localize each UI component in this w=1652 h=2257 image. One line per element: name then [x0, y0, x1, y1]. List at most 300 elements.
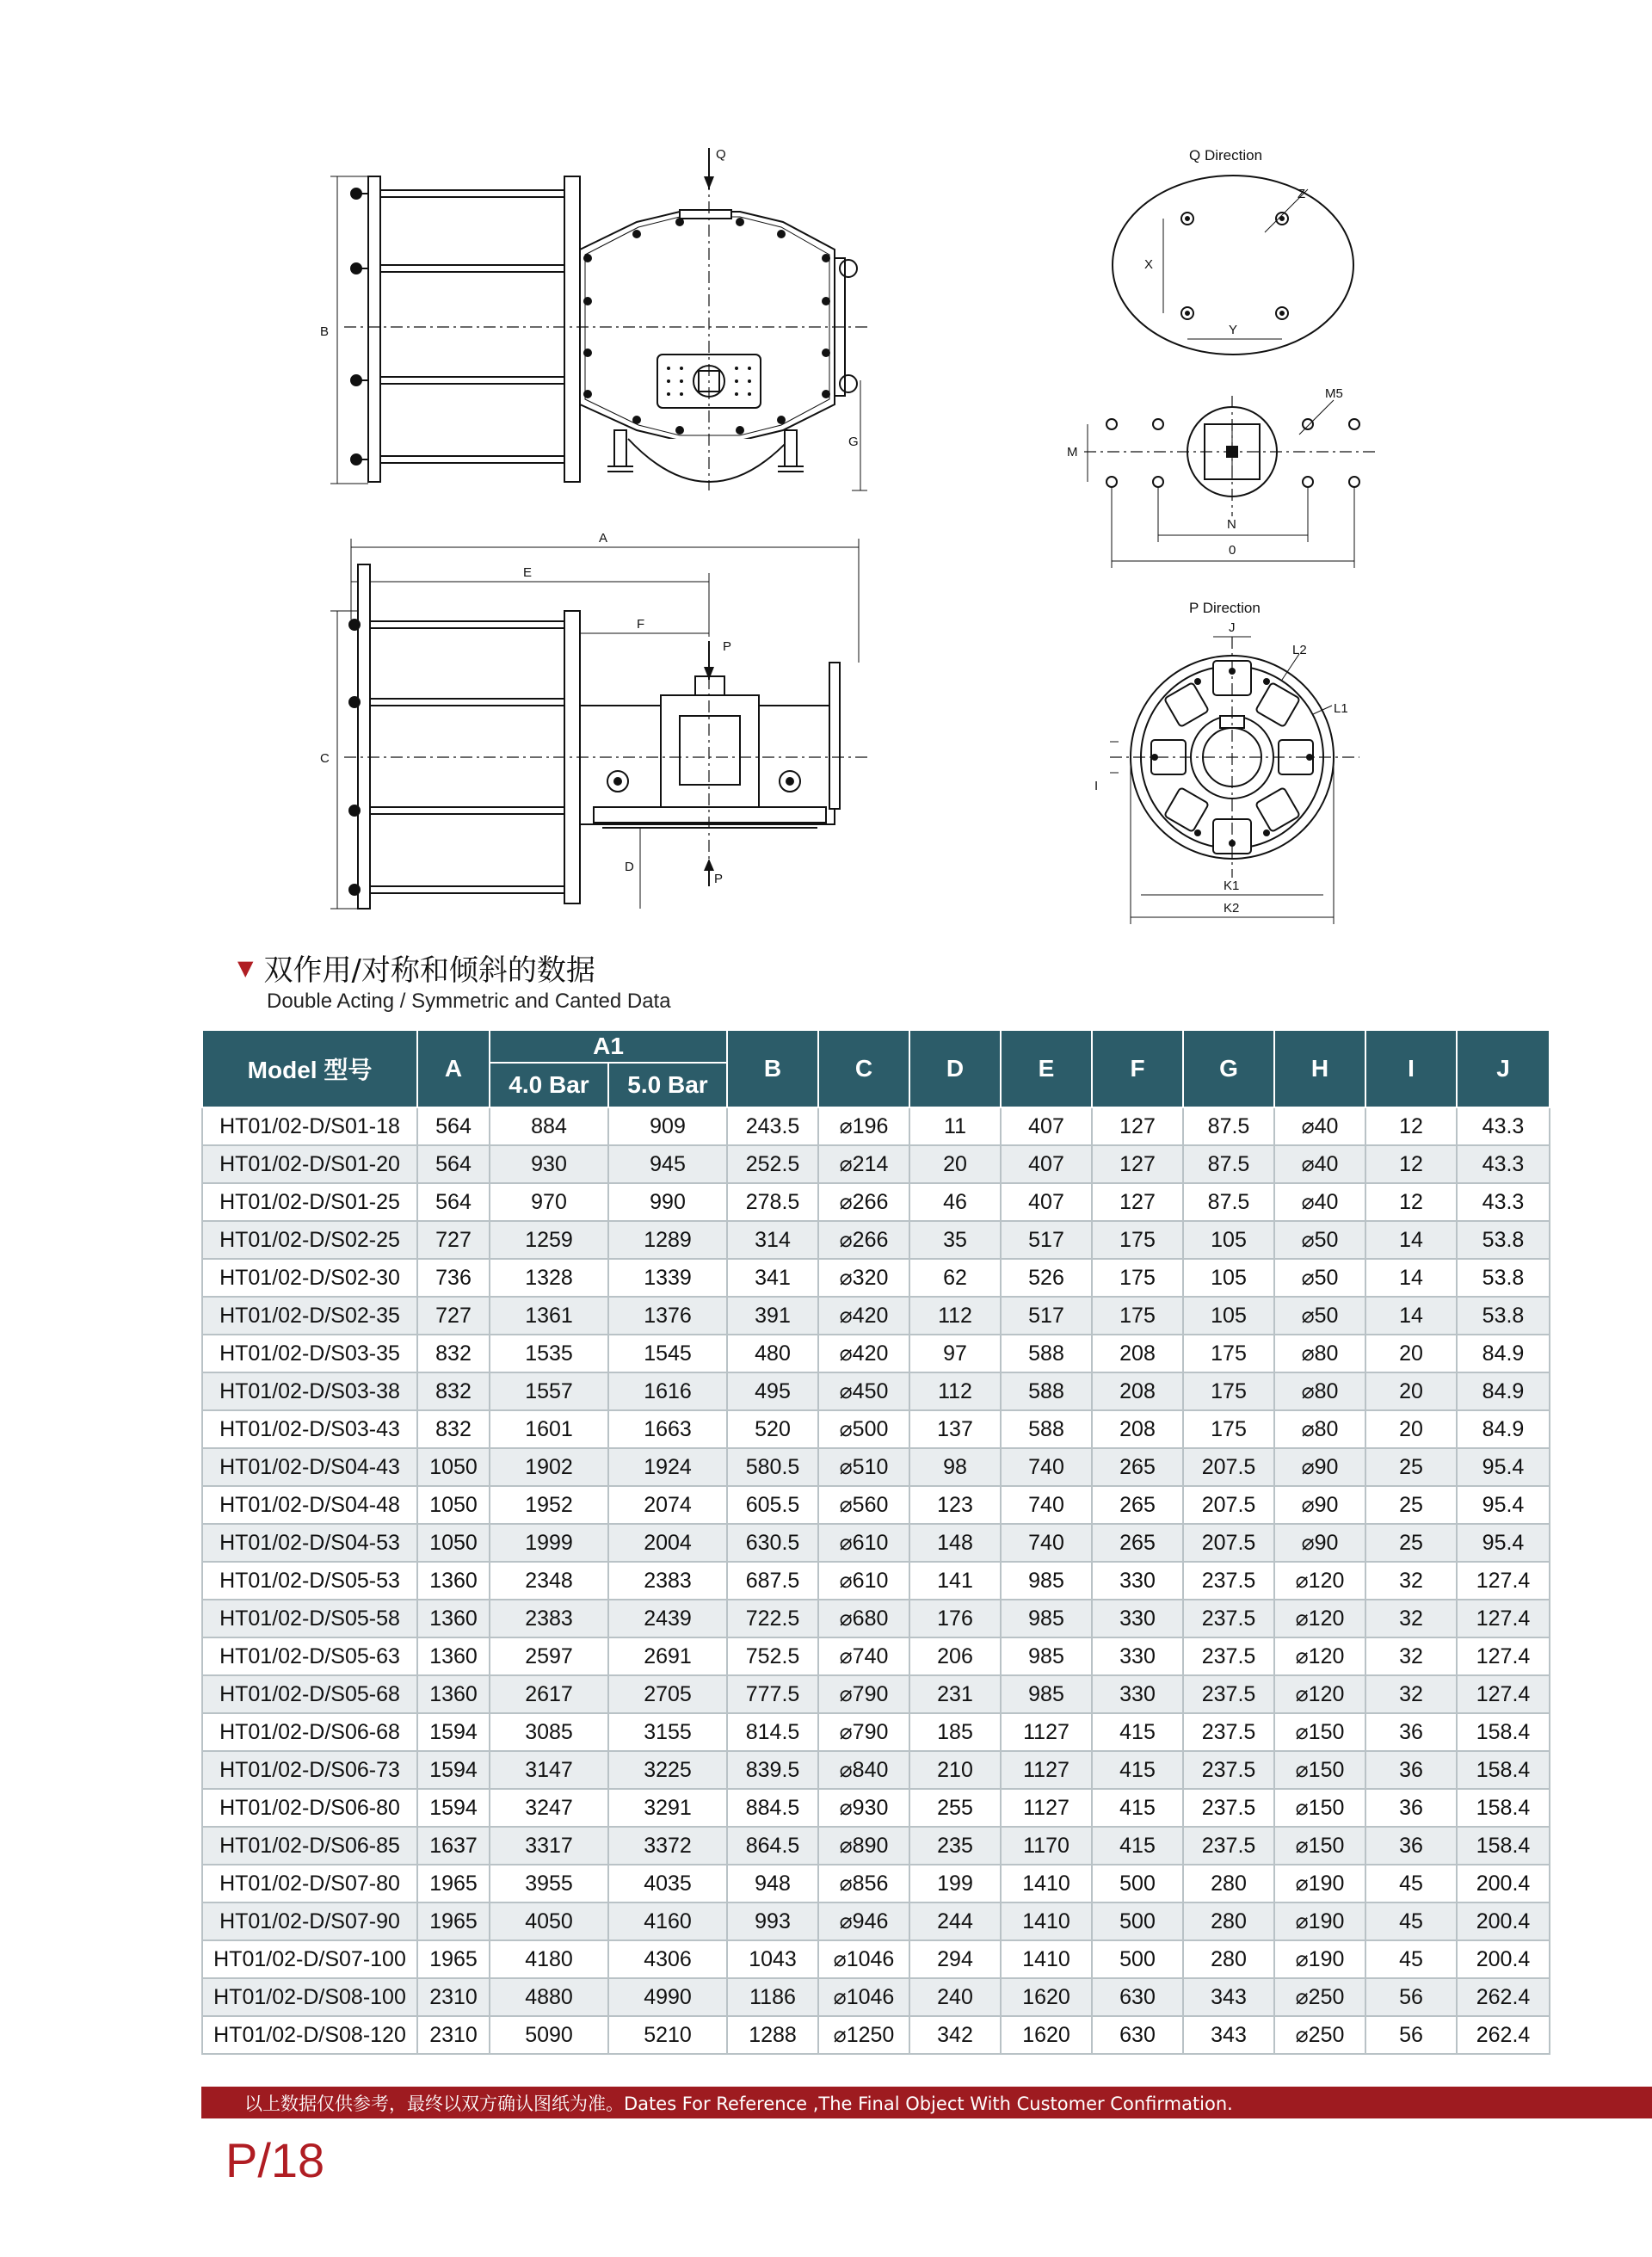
q-direction-label: Q Direction: [1189, 147, 1263, 163]
value-cell: 1050: [417, 1448, 490, 1486]
value-cell: 1360: [417, 1600, 490, 1637]
value-cell: 265: [1092, 1486, 1183, 1524]
value-cell: 630: [1092, 2016, 1183, 2054]
value-cell: 517: [1001, 1221, 1092, 1259]
value-cell: 500: [1092, 1902, 1183, 1940]
value-cell: ⌀266: [818, 1221, 909, 1259]
value-cell: 1043: [727, 1940, 818, 1978]
table-row: [202, 1183, 1550, 1221]
value-cell: 240: [909, 1978, 1001, 2016]
value-cell: 480: [727, 1335, 818, 1372]
value-cell: 1339: [608, 1259, 727, 1297]
value-cell: 87.5: [1183, 1145, 1274, 1183]
value-cell: 2310: [417, 2016, 490, 2054]
dim-label-o: 0: [1229, 543, 1236, 558]
value-cell: 1360: [417, 1675, 490, 1713]
value-cell: 45: [1365, 1902, 1457, 1940]
value-cell: 1376: [608, 1297, 727, 1335]
header-5bar: 5.0 Bar: [608, 1063, 727, 1107]
value-cell: 3247: [490, 1789, 608, 1827]
value-cell: 53.8: [1457, 1259, 1550, 1297]
value-cell: 3291: [608, 1789, 727, 1827]
value-cell: 1965: [417, 1902, 490, 1940]
value-cell: 14: [1365, 1221, 1457, 1259]
value-cell: 36: [1365, 1751, 1457, 1789]
value-cell: 112: [909, 1297, 1001, 1335]
value-cell: 1601: [490, 1410, 608, 1448]
value-cell: ⌀80: [1274, 1335, 1365, 1372]
value-cell: 993: [727, 1902, 818, 1940]
value-cell: 207.5: [1183, 1448, 1274, 1486]
value-cell: ⌀1046: [818, 1978, 909, 2016]
value-cell: 158.4: [1457, 1713, 1550, 1751]
table-row: [202, 1448, 1550, 1486]
flange-view: [1084, 396, 1377, 568]
value-cell: 343: [1183, 2016, 1274, 2054]
value-cell: 2074: [608, 1486, 727, 1524]
value-cell: ⌀680: [818, 1600, 909, 1637]
value-cell: 884: [490, 1107, 608, 1145]
value-cell: 262.4: [1457, 1978, 1550, 2016]
value-cell: 14: [1365, 1297, 1457, 1335]
value-cell: ⌀40: [1274, 1183, 1365, 1221]
value-cell: ⌀90: [1274, 1524, 1365, 1562]
value-cell: 127.4: [1457, 1600, 1550, 1637]
value-cell: 5210: [608, 2016, 727, 2054]
spec-table: [201, 1029, 1550, 2055]
value-cell: 1902: [490, 1448, 608, 1486]
value-cell: 740: [1001, 1524, 1092, 1562]
value-cell: 4035: [608, 1865, 727, 1902]
value-cell: 56: [1365, 1978, 1457, 2016]
value-cell: 175: [1183, 1335, 1274, 1372]
value-cell: 3085: [490, 1713, 608, 1751]
model-cell: HT01/02-D/S04-53: [202, 1524, 417, 1562]
value-cell: 630.5: [727, 1524, 818, 1562]
dim-label-p-bottom: P: [714, 872, 724, 886]
side-view-top: [330, 148, 869, 490]
value-cell: 262.4: [1457, 2016, 1550, 2054]
value-cell: 105: [1183, 1259, 1274, 1297]
dim-label-y: Y: [1229, 323, 1238, 337]
value-cell: 330: [1092, 1600, 1183, 1637]
model-cell: HT01/02-D/S01-18: [202, 1107, 417, 1145]
model-cell: HT01/02-D/S07-80: [202, 1865, 417, 1902]
value-cell: 752.5: [727, 1637, 818, 1675]
header-f: F: [1092, 1030, 1183, 1107]
model-cell: HT01/02-D/S08-100: [202, 1978, 417, 2016]
value-cell: 391: [727, 1297, 818, 1335]
value-cell: ⌀90: [1274, 1448, 1365, 1486]
value-cell: 45: [1365, 1940, 1457, 1978]
dim-label-f: F: [637, 617, 645, 632]
value-cell: ⌀840: [818, 1751, 909, 1789]
value-cell: 98: [909, 1448, 1001, 1486]
value-cell: 415: [1092, 1827, 1183, 1865]
table-row: [202, 1751, 1550, 1789]
value-cell: 3372: [608, 1827, 727, 1865]
dim-label-d: D: [625, 860, 634, 874]
value-cell: 740: [1001, 1486, 1092, 1524]
value-cell: 20: [1365, 1335, 1457, 1372]
value-cell: ⌀120: [1274, 1600, 1365, 1637]
value-cell: 175: [1092, 1259, 1183, 1297]
value-cell: 1410: [1001, 1902, 1092, 1940]
value-cell: 415: [1092, 1713, 1183, 1751]
section-title: [237, 947, 595, 989]
value-cell: 127.4: [1457, 1637, 1550, 1675]
dim-label-c: C: [320, 751, 330, 766]
value-cell: 237.5: [1183, 1751, 1274, 1789]
value-cell: 407: [1001, 1183, 1092, 1221]
value-cell: 500: [1092, 1940, 1183, 1978]
value-cell: 105: [1183, 1221, 1274, 1259]
value-cell: ⌀250: [1274, 1978, 1365, 2016]
header-h: H: [1274, 1030, 1365, 1107]
value-cell: 127.4: [1457, 1675, 1550, 1713]
value-cell: 12: [1365, 1145, 1457, 1183]
value-cell: 43.3: [1457, 1183, 1550, 1221]
value-cell: 255: [909, 1789, 1001, 1827]
table-row: [202, 1789, 1550, 1827]
triangle-bullet-icon: ▼: [237, 955, 254, 980]
header-a: A: [417, 1030, 490, 1107]
value-cell: 4306: [608, 1940, 727, 1978]
value-cell: 687.5: [727, 1562, 818, 1600]
value-cell: 2439: [608, 1600, 727, 1637]
value-cell: 415: [1092, 1789, 1183, 1827]
model-cell: HT01/02-D/S02-35: [202, 1297, 417, 1335]
value-cell: 20: [909, 1145, 1001, 1183]
model-cell: HT01/02-D/S03-38: [202, 1372, 417, 1410]
value-cell: 2383: [490, 1600, 608, 1637]
value-cell: 278.5: [727, 1183, 818, 1221]
value-cell: ⌀500: [818, 1410, 909, 1448]
value-cell: ⌀120: [1274, 1675, 1365, 1713]
value-cell: 185: [909, 1713, 1001, 1751]
table-row: [202, 1865, 1550, 1902]
value-cell: 148: [909, 1524, 1001, 1562]
table-row: [202, 1410, 1550, 1448]
value-cell: ⌀150: [1274, 1713, 1365, 1751]
value-cell: ⌀560: [818, 1486, 909, 1524]
value-cell: 330: [1092, 1675, 1183, 1713]
value-cell: 36: [1365, 1713, 1457, 1751]
value-cell: 1186: [727, 1978, 818, 2016]
table-row: [202, 1372, 1550, 1410]
value-cell: 2310: [417, 1978, 490, 2016]
value-cell: 1616: [608, 1372, 727, 1410]
value-cell: 1594: [417, 1713, 490, 1751]
value-cell: ⌀150: [1274, 1751, 1365, 1789]
value-cell: 84.9: [1457, 1372, 1550, 1410]
table-row: [202, 1902, 1550, 1940]
value-cell: ⌀50: [1274, 1221, 1365, 1259]
value-cell: 207.5: [1183, 1524, 1274, 1562]
value-cell: ⌀190: [1274, 1902, 1365, 1940]
table-row: [202, 1637, 1550, 1675]
value-cell: 158.4: [1457, 1789, 1550, 1827]
value-cell: ⌀610: [818, 1524, 909, 1562]
value-cell: 520: [727, 1410, 818, 1448]
value-cell: 2617: [490, 1675, 608, 1713]
page-number: P/18: [225, 2133, 325, 2187]
value-cell: ⌀90: [1274, 1486, 1365, 1524]
dim-label-i: I: [1094, 779, 1099, 793]
value-cell: 814.5: [727, 1713, 818, 1751]
value-cell: 884.5: [727, 1789, 818, 1827]
section-title-text: 双作用/对称和倾斜的数据: [263, 953, 595, 988]
table-row: [202, 1978, 1550, 2016]
value-cell: 237.5: [1183, 1827, 1274, 1865]
value-cell: 985: [1001, 1562, 1092, 1600]
value-cell: 1050: [417, 1524, 490, 1562]
value-cell: 330: [1092, 1637, 1183, 1675]
value-cell: 127: [1092, 1107, 1183, 1145]
value-cell: ⌀50: [1274, 1297, 1365, 1335]
value-cell: ⌀320: [818, 1259, 909, 1297]
model-cell: HT01/02-D/S05-63: [202, 1637, 417, 1675]
value-cell: 207.5: [1183, 1486, 1274, 1524]
value-cell: 25: [1365, 1524, 1457, 1562]
value-cell: 588: [1001, 1410, 1092, 1448]
header-g: G: [1183, 1030, 1274, 1107]
value-cell: 158.4: [1457, 1827, 1550, 1865]
value-cell: ⌀266: [818, 1183, 909, 1221]
p-direction-label: P Direction: [1189, 600, 1261, 616]
value-cell: 14: [1365, 1259, 1457, 1297]
value-cell: ⌀610: [818, 1562, 909, 1600]
value-cell: 1924: [608, 1448, 727, 1486]
value-cell: 175: [1092, 1297, 1183, 1335]
dim-label-e: E: [523, 565, 533, 580]
value-cell: 3225: [608, 1751, 727, 1789]
value-cell: 1328: [490, 1259, 608, 1297]
table-row: [202, 2016, 1550, 2054]
value-cell: 740: [1001, 1448, 1092, 1486]
value-cell: 95.4: [1457, 1524, 1550, 1562]
dim-label-m5: M5: [1325, 386, 1343, 401]
table-row: [202, 1524, 1550, 1562]
value-cell: ⌀790: [818, 1713, 909, 1751]
value-cell: ⌀80: [1274, 1410, 1365, 1448]
value-cell: 526: [1001, 1259, 1092, 1297]
model-cell: HT01/02-D/S06-73: [202, 1751, 417, 1789]
value-cell: ⌀150: [1274, 1789, 1365, 1827]
value-cell: ⌀1250: [818, 2016, 909, 2054]
model-cell: HT01/02-D/S05-68: [202, 1675, 417, 1713]
value-cell: 62: [909, 1259, 1001, 1297]
value-cell: 1594: [417, 1751, 490, 1789]
dim-label-k2: K2: [1224, 901, 1240, 916]
dim-label-z: Z: [1298, 187, 1306, 201]
value-cell: 280: [1183, 1902, 1274, 1940]
value-cell: 2348: [490, 1562, 608, 1600]
value-cell: ⌀1046: [818, 1940, 909, 1978]
section-subtitle: Double Acting / Symmetric and Canted Data: [267, 990, 671, 1013]
model-cell: HT01/02-D/S02-30: [202, 1259, 417, 1297]
value-cell: 45: [1365, 1865, 1457, 1902]
value-cell: 280: [1183, 1865, 1274, 1902]
value-cell: 3955: [490, 1865, 608, 1902]
value-cell: ⌀196: [818, 1107, 909, 1145]
value-cell: 237.5: [1183, 1600, 1274, 1637]
value-cell: 970: [490, 1183, 608, 1221]
value-cell: 265: [1092, 1448, 1183, 1486]
value-cell: 200.4: [1457, 1902, 1550, 1940]
value-cell: 588: [1001, 1335, 1092, 1372]
value-cell: 407: [1001, 1107, 1092, 1145]
value-cell: ⌀50: [1274, 1259, 1365, 1297]
value-cell: 342: [909, 2016, 1001, 2054]
value-cell: 2597: [490, 1637, 608, 1675]
model-cell: HT01/02-D/S01-20: [202, 1145, 417, 1183]
value-cell: ⌀450: [818, 1372, 909, 1410]
value-cell: 2705: [608, 1675, 727, 1713]
model-cell: HT01/02-D/S03-43: [202, 1410, 417, 1448]
value-cell: 3147: [490, 1751, 608, 1789]
value-cell: 175: [1092, 1221, 1183, 1259]
header-model: Model 型号: [202, 1030, 417, 1107]
value-cell: 1620: [1001, 1978, 1092, 2016]
model-cell: HT01/02-D/S06-80: [202, 1789, 417, 1827]
value-cell: 36: [1365, 1789, 1457, 1827]
dim-label-l2: L2: [1292, 643, 1307, 657]
value-cell: 32: [1365, 1675, 1457, 1713]
header-b: B: [727, 1030, 818, 1107]
value-cell: 56: [1365, 2016, 1457, 2054]
value-cell: 1965: [417, 1940, 490, 1978]
value-cell: 985: [1001, 1637, 1092, 1675]
model-cell: HT01/02-D/S08-120: [202, 2016, 417, 2054]
value-cell: 630: [1092, 1978, 1183, 2016]
table-row: [202, 1600, 1550, 1637]
value-cell: 415: [1092, 1751, 1183, 1789]
value-cell: 265: [1092, 1524, 1183, 1562]
value-cell: 909: [608, 1107, 727, 1145]
value-cell: 1361: [490, 1297, 608, 1335]
value-cell: 53.8: [1457, 1221, 1550, 1259]
model-cell: HT01/02-D/S02-25: [202, 1221, 417, 1259]
value-cell: 208: [1092, 1372, 1183, 1410]
value-cell: 985: [1001, 1600, 1092, 1637]
value-cell: 605.5: [727, 1486, 818, 1524]
model-cell: HT01/02-D/S06-68: [202, 1713, 417, 1751]
value-cell: 84.9: [1457, 1410, 1550, 1448]
value-cell: 314: [727, 1221, 818, 1259]
table-row: [202, 1486, 1550, 1524]
value-cell: 235: [909, 1827, 1001, 1865]
model-cell: HT01/02-D/S07-100: [202, 1940, 417, 1978]
value-cell: 199: [909, 1865, 1001, 1902]
value-cell: 252.5: [727, 1145, 818, 1183]
value-cell: ⌀890: [818, 1827, 909, 1865]
value-cell: 1620: [1001, 2016, 1092, 2054]
value-cell: 158.4: [1457, 1751, 1550, 1789]
value-cell: 112: [909, 1372, 1001, 1410]
dim-label-q: Q: [716, 147, 726, 162]
value-cell: 1127: [1001, 1713, 1092, 1751]
value-cell: 141: [909, 1562, 1001, 1600]
value-cell: 2383: [608, 1562, 727, 1600]
value-cell: ⌀190: [1274, 1940, 1365, 1978]
value-cell: 175: [1183, 1410, 1274, 1448]
value-cell: 564: [417, 1145, 490, 1183]
model-cell: HT01/02-D/S04-43: [202, 1448, 417, 1486]
footer-note-bar: 以上数据仅供参考，最终以双方确认图纸为准。Dates For Reference ,The Final Object With Customer Confirmation.: [201, 2087, 1652, 2118]
value-cell: 777.5: [727, 1675, 818, 1713]
value-cell: 948: [727, 1865, 818, 1902]
value-cell: 2004: [608, 1524, 727, 1562]
value-cell: 727: [417, 1297, 490, 1335]
value-cell: 330: [1092, 1562, 1183, 1600]
value-cell: 32: [1365, 1600, 1457, 1637]
value-cell: 1663: [608, 1410, 727, 1448]
value-cell: 43.3: [1457, 1145, 1550, 1183]
value-cell: ⌀946: [818, 1902, 909, 1940]
value-cell: 1410: [1001, 1940, 1092, 1978]
value-cell: 105: [1183, 1297, 1274, 1335]
value-cell: 294: [909, 1940, 1001, 1978]
value-cell: 495: [727, 1372, 818, 1410]
value-cell: 1127: [1001, 1751, 1092, 1789]
value-cell: 4160: [608, 1902, 727, 1940]
header-4bar: 4.0 Bar: [490, 1063, 608, 1107]
value-cell: ⌀150: [1274, 1827, 1365, 1865]
header-a1: A1: [490, 1030, 727, 1063]
value-cell: 407: [1001, 1145, 1092, 1183]
value-cell: 839.5: [727, 1751, 818, 1789]
value-cell: ⌀190: [1274, 1865, 1365, 1902]
table-row: [202, 1827, 1550, 1865]
value-cell: 1170: [1001, 1827, 1092, 1865]
value-cell: 564: [417, 1183, 490, 1221]
model-cell: HT01/02-D/S01-25: [202, 1183, 417, 1221]
value-cell: 1127: [1001, 1789, 1092, 1827]
value-cell: 832: [417, 1410, 490, 1448]
value-cell: ⌀790: [818, 1675, 909, 1713]
value-cell: 36: [1365, 1827, 1457, 1865]
value-cell: 237.5: [1183, 1562, 1274, 1600]
header-d: D: [909, 1030, 1001, 1107]
side-view-bottom: [330, 539, 869, 909]
value-cell: 1288: [727, 2016, 818, 2054]
value-cell: 832: [417, 1372, 490, 1410]
value-cell: ⌀856: [818, 1865, 909, 1902]
value-cell: 580.5: [727, 1448, 818, 1486]
value-cell: 127.4: [1457, 1562, 1550, 1600]
value-cell: 5090: [490, 2016, 608, 2054]
value-cell: 12: [1365, 1107, 1457, 1145]
value-cell: 20: [1365, 1410, 1457, 1448]
value-cell: ⌀80: [1274, 1372, 1365, 1410]
value-cell: 1952: [490, 1486, 608, 1524]
value-cell: ⌀120: [1274, 1562, 1365, 1600]
value-cell: 3317: [490, 1827, 608, 1865]
value-cell: 25: [1365, 1486, 1457, 1524]
value-cell: 341: [727, 1259, 818, 1297]
value-cell: 123: [909, 1486, 1001, 1524]
value-cell: ⌀40: [1274, 1107, 1365, 1145]
value-cell: 1360: [417, 1637, 490, 1675]
value-cell: 280: [1183, 1940, 1274, 1978]
value-cell: ⌀740: [818, 1637, 909, 1675]
value-cell: 1557: [490, 1372, 608, 1410]
technical-drawings: [0, 0, 1652, 938]
table-header: [202, 1030, 1550, 1107]
value-cell: 200.4: [1457, 1865, 1550, 1902]
value-cell: ⌀420: [818, 1335, 909, 1372]
